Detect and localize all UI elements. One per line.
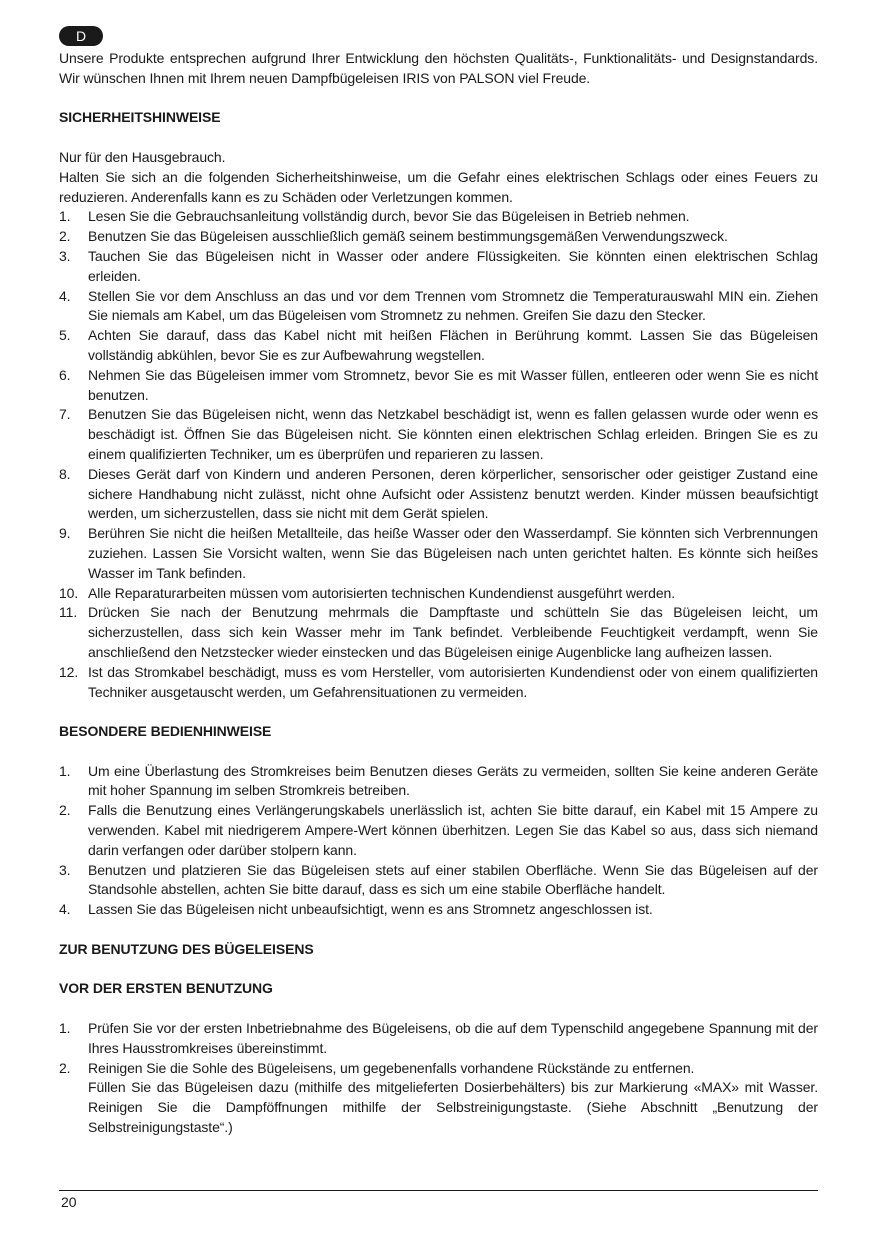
list-text: Alle Reparaturarbeiten müssen vom autorisierten technischen Kundendienst ausgeführt werden. [88, 584, 676, 601]
list-item [59, 465, 818, 524]
list-item [59, 366, 818, 406]
usage-heading: ZUR BENUTZUNG DES BÜGELEISENS [59, 940, 314, 957]
list-text: Benutzen Sie das Bügeleisen nicht, wenn das Netzkabel beschädigt ist, wenn es fallen gelassen wurde oder wenn es beschädigt ist. Öffnen Sie das Bügeleisen nicht. Sie könnten einen elektrischen Schlag erleiden. Bringen Sie es zu einem qualifizierten Techniker, um es überprüfen und reparieren zu lassen. [88, 406, 818, 462]
list-item [59, 247, 818, 287]
list-text: Stellen Sie vor dem Anschluss an das und vor dem Trennen vom Stromnetz die Temperaturauswahl MIN ein. Ziehen Sie niemals am Kabel, um das Bügeleisen vom Stromnetz zu nehmen. Greifen Sie dazu den Stecker. [88, 287, 818, 324]
list-item [59, 326, 818, 366]
list-number: 10. [59, 584, 79, 601]
list-text: Falls die Benutzung eines Verlängerungskabels unerlässlich ist, achten Sie bitte darauf, ein Kabel mit 15 Ampere zu verwenden. Kabel mit niedrigerem Ampere-Wert können überhitzen. Legen Sie das Kabel so aus, dass sich niemand darin verfangen oder darüber stolpern kann. [88, 802, 818, 858]
list-item [59, 801, 818, 860]
list-number: 2. [59, 802, 71, 819]
list-number: 3. [59, 861, 71, 878]
list-number: 3. [59, 247, 71, 264]
first-use-list [59, 1019, 818, 1138]
list-number: 11. [59, 604, 78, 621]
safety-lead-2: Halten Sie sich an die folgenden Sicherheitshinweise, um die Gefahr eines elektrischen Schlags oder eines Feuers zu reduzieren. Anderenfalls kann es zu Schäden oder Verletzungen kommen. [59, 168, 818, 205]
list-text: Prüfen Sie vor der ersten Inbetriebnahme des Bügeleisens, ob die auf dem Typenschild angegebene Spannung mit der Ihres Hausstromkreises übereinstimmt. [88, 1020, 818, 1056]
list-item [59, 603, 818, 662]
list-item [59, 405, 818, 464]
list-text: Drücken Sie nach der Benutzung mehrmals die Dampftaste und schütteln Sie das Bügeleisen leicht, um sicherzustellen, dass sich kein Wasser mehr im Tank befindet. Verbleibende Feuchtigkeit verdampft, wenn Sie anschließend den Netzstecker wieder einstecken und das Bügeleisen einige Augenblicke lang aufheizen lassen. [88, 604, 818, 660]
intro-paragraph: Unsere Produkte entsprechen aufgrund Ihrer Entwicklung den höchsten Qualitäts-, Funktionalitäts- und Designstandards. Wir wünschen Ihnen mit Ihrem neuen Dampfbügeleisen IRIS von PALSON viel Freude. [59, 50, 818, 86]
list-number: 9. [59, 525, 71, 542]
list-number: 8. [59, 465, 71, 482]
list-text: Ist das Stromkabel beschädigt, muss es vom Hersteller, vom autorisierten Kundendienst oder von einem qualifizierten Techniker ausgetauscht werden, um Gefahrensituationen zu vermeiden. [88, 663, 818, 700]
list-number: 2. [59, 228, 71, 245]
list-number: 5. [59, 327, 71, 344]
special-heading: BESONDERE BEDIENHINWEISE [59, 723, 272, 740]
list-item [59, 584, 818, 604]
list-text: Reinigen Sie die Sohle des Bügeleisens, um gegebenenfalls vorhandene Rückstände zu entfernen. [88, 1059, 695, 1076]
safety-list [59, 207, 818, 702]
footer-divider [59, 1190, 818, 1191]
list-item [59, 762, 818, 802]
special-list [59, 762, 818, 920]
list-text: Lesen Sie die Gebrauchsanleitung vollständig durch, bevor Sie das Bügeleisen in Betrieb nehmen. [88, 208, 690, 225]
list-item [59, 524, 818, 583]
list-text: Nehmen Sie das Bügeleisen immer vom Stromnetz, bevor Sie es mit Wasser füllen, entleeren oder wenn Sie es nicht benutzen. [88, 366, 818, 403]
list-text: Benutzen und platzieren Sie das Bügeleisen stets auf einer stabilen Oberfläche. Wenn Sie das Bügeleisen auf der Standsohle abstellen, achten Sie bitte darauf, dass es sich um eine stabile Oberfläche handelt. [88, 861, 818, 898]
list-text: Achten Sie darauf, dass das Kabel nicht mit heißen Flächen in Berührung kommt. Lassen Sie das Bügeleisen vollständig abkühlen, bevor Sie es zur Aufbewahrung wegstellen. [88, 327, 818, 363]
list-number: 12. [59, 663, 79, 680]
list-text-continued: Füllen Sie das Bügeleisen dazu (mithilfe des mitgelieferten Dosierbehälters) bis zur Markierung «MAX» mit Wasser. Reinigen Sie die Dampföffnungen mithilfe der Selbstreinigungstaste. (Siehe Abschnitt „Benutzung der Selbstreinigungstaste“.) [88, 1079, 818, 1136]
list-number: 6. [59, 366, 71, 383]
page-number: 20 [61, 1194, 77, 1210]
page-content [59, 26, 818, 1138]
list-number: 2. [59, 1059, 71, 1076]
list-number: 7. [59, 406, 71, 423]
list-item [59, 227, 818, 247]
list-text: Lassen Sie das Bügeleisen nicht unbeaufsichtigt, wenn es ans Stromnetz angeschlossen ist. [88, 901, 653, 918]
list-number: 4. [59, 901, 71, 918]
list-number: 4. [59, 287, 71, 304]
list-number: 1. [59, 762, 71, 779]
list-number: 1. [59, 208, 71, 225]
list-item [59, 1059, 818, 1138]
language-badge: D [59, 26, 103, 46]
list-text: Tauchen Sie das Bügeleisen nicht in Wasser oder andere Flüssigkeiten. Sie könnten einen elektrischen Schlag erleiden. [88, 247, 818, 284]
list-item [59, 207, 818, 227]
list-text: Berühren Sie nicht die heißen Metallteile, das heiße Wasser oder den Wasserdampf. Sie könnten sich Verbrennungen zuziehen. Lassen Sie Vorsicht walten, wenn Sie das Bügeleisen nach unten gerichtet halten. Es könnte sich heißes Wasser im Tank befinden. [88, 525, 818, 581]
list-item [59, 1019, 818, 1059]
list-text: Dieses Gerät darf von Kindern und anderen Personen, deren körperlicher, sensorischer oder geistiger Zustand eine sichere Handhabung nicht zulässt, nicht ohne Aufsicht oder Assistenz benutzt werden. Kinder müssen beaufsichtigt werden, um sicherzustellen, dass sie nicht mit dem Gerät spielen. [88, 465, 818, 522]
first-use-heading: VOR DER ERSTEN BENUTZUNG [59, 980, 273, 997]
list-number: 1. [59, 1020, 71, 1037]
safety-lead-1: Nur für den Hausgebrauch. [59, 148, 226, 165]
list-item [59, 900, 818, 920]
list-text: Benutzen Sie das Bügeleisen ausschließlich gemäß seinem bestimmungsgemäßen Verwendungszweck. [88, 228, 728, 245]
list-item [59, 287, 818, 327]
list-item [59, 861, 818, 901]
list-text: Um eine Überlastung des Stromkreises beim Benutzen dieses Geräts zu vermeiden, sollten Sie keine anderen Geräte mit hoher Spannung im selben Stromkreis betreiben. [88, 762, 818, 799]
safety-heading: SICHERHEITSHINWEISE [59, 109, 221, 126]
list-item [59, 663, 818, 703]
